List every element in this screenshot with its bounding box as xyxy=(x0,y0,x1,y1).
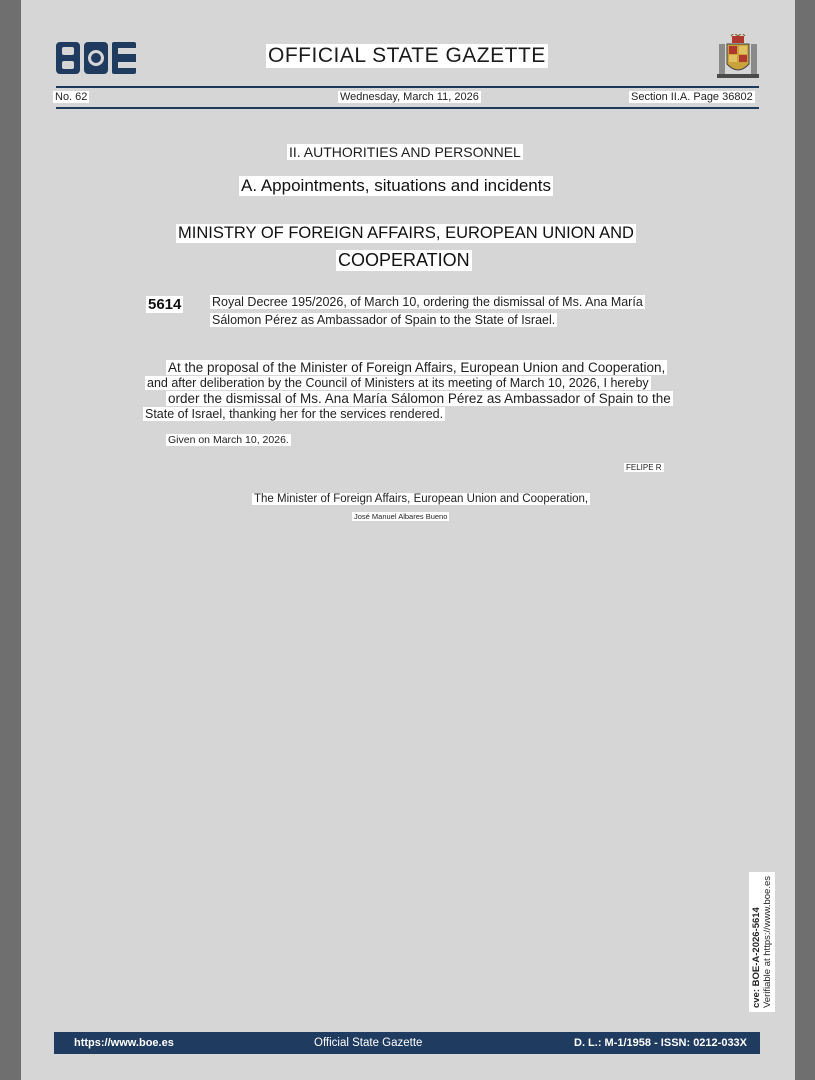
issue-number: No. 62 xyxy=(55,91,88,103)
minister-title: The Minister of Foreign Affairs, European Union and Cooperation, xyxy=(254,493,589,505)
coat-of-arms-icon xyxy=(717,34,759,80)
footer-legal: D. L.: M-1/1958 - ISSN: 0212-033X xyxy=(574,1037,748,1049)
footer-bar xyxy=(54,1032,760,1054)
subsection-heading: A. Appointments, situations and incidents xyxy=(241,176,551,195)
header-rule-top xyxy=(56,86,759,88)
minister-name: José Manuel Albares Bueno xyxy=(354,512,448,521)
header-rule-bottom xyxy=(56,107,759,109)
decree-title-line2: Sálomon Pérez as Ambassador of Spain to the State of Israel. xyxy=(212,313,556,327)
body-line-2: and after deliberation by the Council of Ministers at its meeting of March 10, 2026, I hereby xyxy=(147,376,649,390)
body-line-1: At the proposal of the Minister of Foreign Affairs, European Union and Cooperation, xyxy=(168,360,666,375)
king-signature: FELIPE R xyxy=(626,463,662,472)
ministry-heading-line2: COOPERATION xyxy=(338,250,470,270)
gazette-title: OFFICIAL STATE GAZETTE xyxy=(268,44,546,67)
decree-title-line1: Royal Decree 195/2026, of March 10, ordering the dismissal of Ms. Ana María xyxy=(212,295,643,309)
cve-code: cve: BOE-A-2026-5614 xyxy=(751,907,762,1009)
footer-center-label: Official State Gazette xyxy=(314,1037,423,1049)
verification-sidebar xyxy=(749,872,775,1012)
section-page: Section II.A. Page 36802 xyxy=(631,91,753,103)
body-line-4: State of Israel, thanking her for the services rendered. xyxy=(145,407,444,421)
body-line-3: order the dismissal of Ms. Ana María Sálomon Pérez as Ambassador of Spain to the xyxy=(168,391,671,406)
given-date: Given on March 10, 2026. xyxy=(168,434,289,446)
verification-url[interactable]: Verifiable at https://www.boe.es xyxy=(762,875,773,1009)
boe-logo xyxy=(56,42,136,74)
gazette-page xyxy=(21,0,795,1080)
issue-date: Wednesday, March 11, 2026 xyxy=(340,91,479,103)
footer-url-link[interactable]: https://www.boe.es xyxy=(74,1037,174,1049)
section-heading: II. AUTHORITIES AND PERSONNEL xyxy=(289,144,521,160)
decree-number: 5614 xyxy=(148,296,182,313)
ministry-heading-line1: MINISTRY OF FOREIGN AFFAIRS, EUROPEAN UNION AND xyxy=(178,224,634,242)
